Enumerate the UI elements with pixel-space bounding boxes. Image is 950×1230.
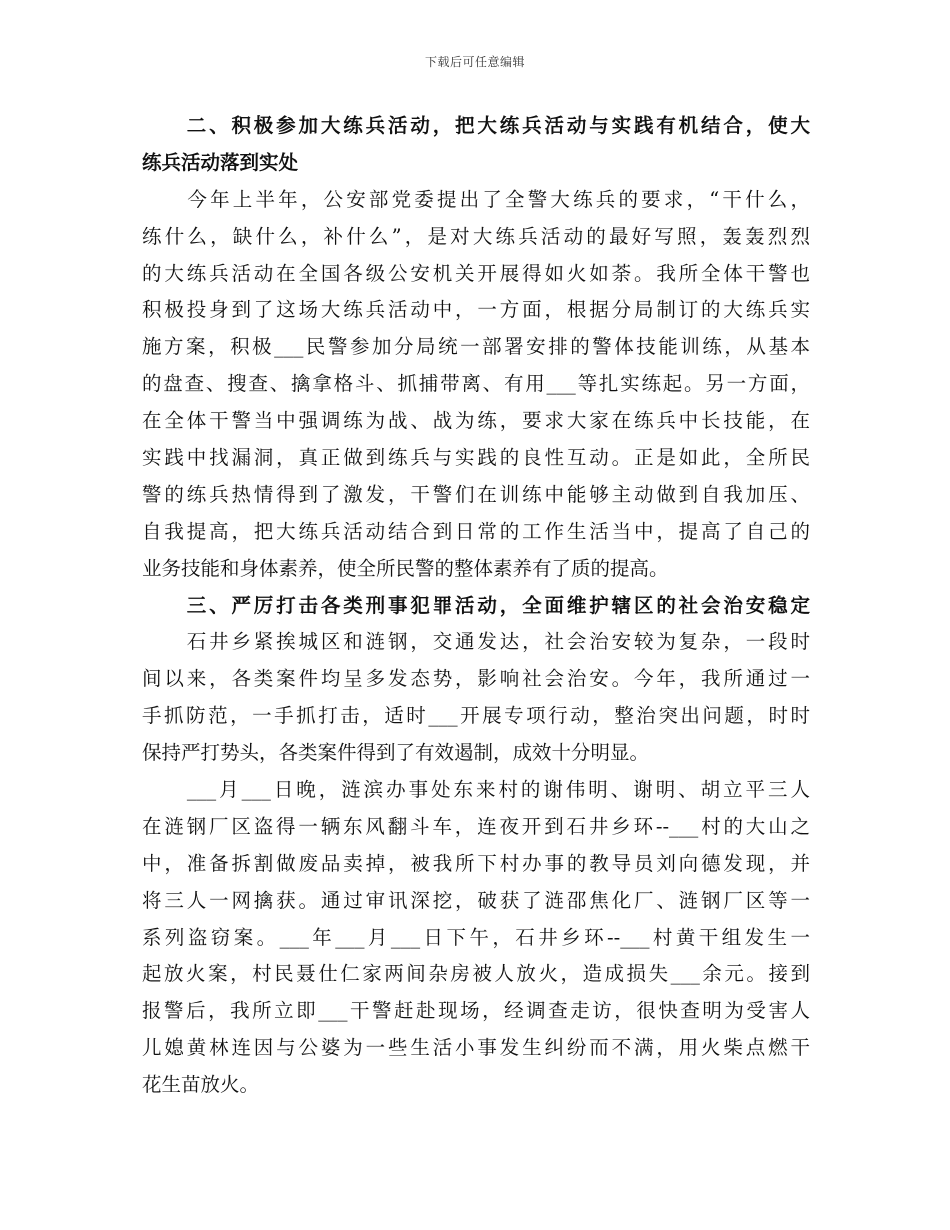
paragraph-line: 儿媳黄林连因与公婆为一些生活小事发生纠纷而不满，用火柴点燃干 <box>142 1036 810 1060</box>
section-heading-line: 练兵活动落到实处 <box>142 150 299 174</box>
paragraph-line: 起放火案，村民聂仕仁家两间杂房被人放火，造成损失___余元。接到 <box>142 962 810 986</box>
section-heading-line: 二、积极参加大练兵活动，把大练兵活动与实践有机结合，使大 <box>142 114 810 137</box>
paragraph-line: 练什么，缺什么，补什么”，是对大练兵活动的最好写照，轰轰烈烈 <box>142 224 810 248</box>
paragraph-line: 手抓防范，一手抓打击，适时___开展专项行动，整治突出问题，时时 <box>142 704 810 728</box>
paragraph-line: 积极投身到了这场大练兵活动中，一方面，根据分局制订的大练兵实 <box>142 298 810 322</box>
paragraph-line: 的大练兵活动在全国各级公安机关开展得如火如荼。我所全体干警也 <box>142 261 810 285</box>
paragraph-line: 在全体干警当中强调练为战、战为练，要求大家在练兵中长技能，在 <box>142 409 810 433</box>
section-heading-line: 三、严厉打击各类刑事犯罪活动，全面维护辖区的社会治安稳定 <box>142 593 810 617</box>
paragraph-line: 今年上半年，公安部党委提出了全警大练兵的要求，“干什么， <box>142 187 810 211</box>
paragraph-line: 的盘查、搜查、擒拿格斗、抓捕带离、有用___等扎实练起。另一方面， <box>142 372 810 396</box>
page-header-note: 下载后可任意编辑 <box>424 55 525 69</box>
paragraph-line: 系列盗窃案。___年___月___日下午，石井乡环--___村黄干组发生一 <box>142 925 810 949</box>
paragraph-line: 施方案，积极___民警参加分局统一部署安排的警体技能训练，从基本 <box>142 335 810 359</box>
paragraph-line: 石井乡紧挨城区和涟钢，交通发达，社会治安较为复杂，一段时 <box>142 630 810 654</box>
paragraph-line: 业务技能和身体素养，使全所民警的整体素养有了质的提高。 <box>142 556 669 580</box>
document-body <box>142 108 810 1104</box>
paragraph-line: 在涟钢厂区盗得一辆东风翻斗车，连夜开到石井乡环--___村的大山之 <box>142 814 810 838</box>
paragraph-line: 保持严打势头，各类案件得到了有效遏制，成效十分明显。 <box>142 741 650 765</box>
paragraph-line: 实践中找漏洞，真正做到练兵与实践的良性互动。正是如此，全所民 <box>142 446 810 470</box>
paragraph-line: ___月___日晚，涟滨办事处东来村的谢伟明、谢明、胡立平三人 <box>142 778 810 802</box>
paragraph-line: 将三人一网擒获。通过审讯深挖，破获了涟邵焦化厂、涟钢厂区等一 <box>142 888 810 912</box>
paragraph-line: 中，准备拆割做废品卖掉，被我所下村办事的教导员刘向德发现，并 <box>142 851 810 875</box>
paragraph-line: 自我提高，把大练兵活动结合到日常的工作生活当中，提高了自己的 <box>142 519 810 543</box>
paragraph-line: 花生苗放火。 <box>142 1073 260 1097</box>
paragraph-line: 报警后，我所立即___干警赶赴现场，经调查走访，很快查明为受害人 <box>142 999 810 1023</box>
paragraph-line: 间以来，各类案件均呈多发态势，影响社会治安。今年，我所通过一 <box>142 667 810 691</box>
paragraph-line: 警的练兵热情得到了激发，干警们在训练中能够主动做到自我加压、 <box>142 482 810 506</box>
